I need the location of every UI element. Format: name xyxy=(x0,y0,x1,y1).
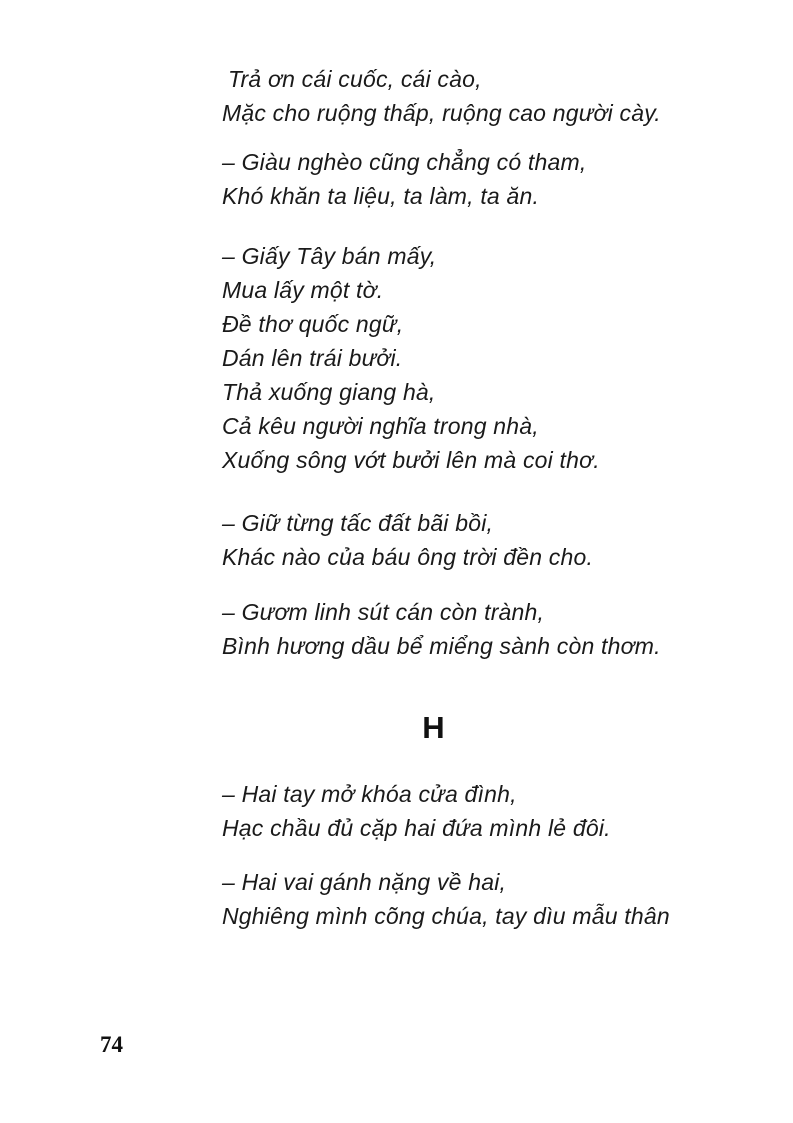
poem-stanza xyxy=(222,865,670,933)
poem-line: Nghiêng mình cõng chúa, tay dìu mẫu thân xyxy=(222,903,670,929)
page-number: 74 xyxy=(100,1032,123,1057)
poem-stanza xyxy=(222,239,600,477)
poem-line: Khác nào của báu ông trời đền cho. xyxy=(222,544,594,570)
section-heading: H xyxy=(422,710,446,745)
poem-line: – Giấy Tây bán mấy, xyxy=(222,243,437,269)
poem-line: Cả kêu người nghĩa trong nhà, xyxy=(222,413,539,439)
poem-stanza xyxy=(222,506,593,574)
poem-line: Xuống sông vớt bưởi lên mà coi thơ. xyxy=(222,447,600,473)
poem-stanza xyxy=(222,145,586,213)
poem-stanza xyxy=(222,62,661,130)
poem-line: Bình hương dầu bể miểng sành còn thơm. xyxy=(222,633,661,659)
poem-line: – Gươm linh sút cán còn trành, xyxy=(222,599,545,625)
poem-line: Thả xuống giang hà, xyxy=(222,379,436,405)
poem-line: Đề thơ quốc ngữ, xyxy=(222,311,404,337)
poem-line: – Hai vai gánh nặng về hai, xyxy=(222,869,507,895)
poem-line: Hạc chầu đủ cặp hai đứa mình lẻ đôi. xyxy=(222,815,611,841)
poem-line: – Giữ từng tấc đất bãi bồi, xyxy=(222,510,494,536)
poem-stanza xyxy=(222,595,661,663)
poem-line: Mua lấy một tờ. xyxy=(222,277,384,303)
poem-line: Dán lên trái bưởi. xyxy=(222,345,403,371)
poem-line: Mặc cho ruộng thấp, ruộng cao người cày. xyxy=(222,100,661,126)
poem-line: Khó khăn ta liệu, ta làm, ta ăn. xyxy=(222,183,540,209)
poem-stanza xyxy=(222,777,611,845)
poem-line: Trả ơn cái cuốc, cái cào, xyxy=(228,66,482,92)
poem-line: – Giàu nghèo cũng chẳng có tham, xyxy=(222,149,587,175)
poem-line: – Hai tay mở khóa cửa đình, xyxy=(222,781,517,807)
